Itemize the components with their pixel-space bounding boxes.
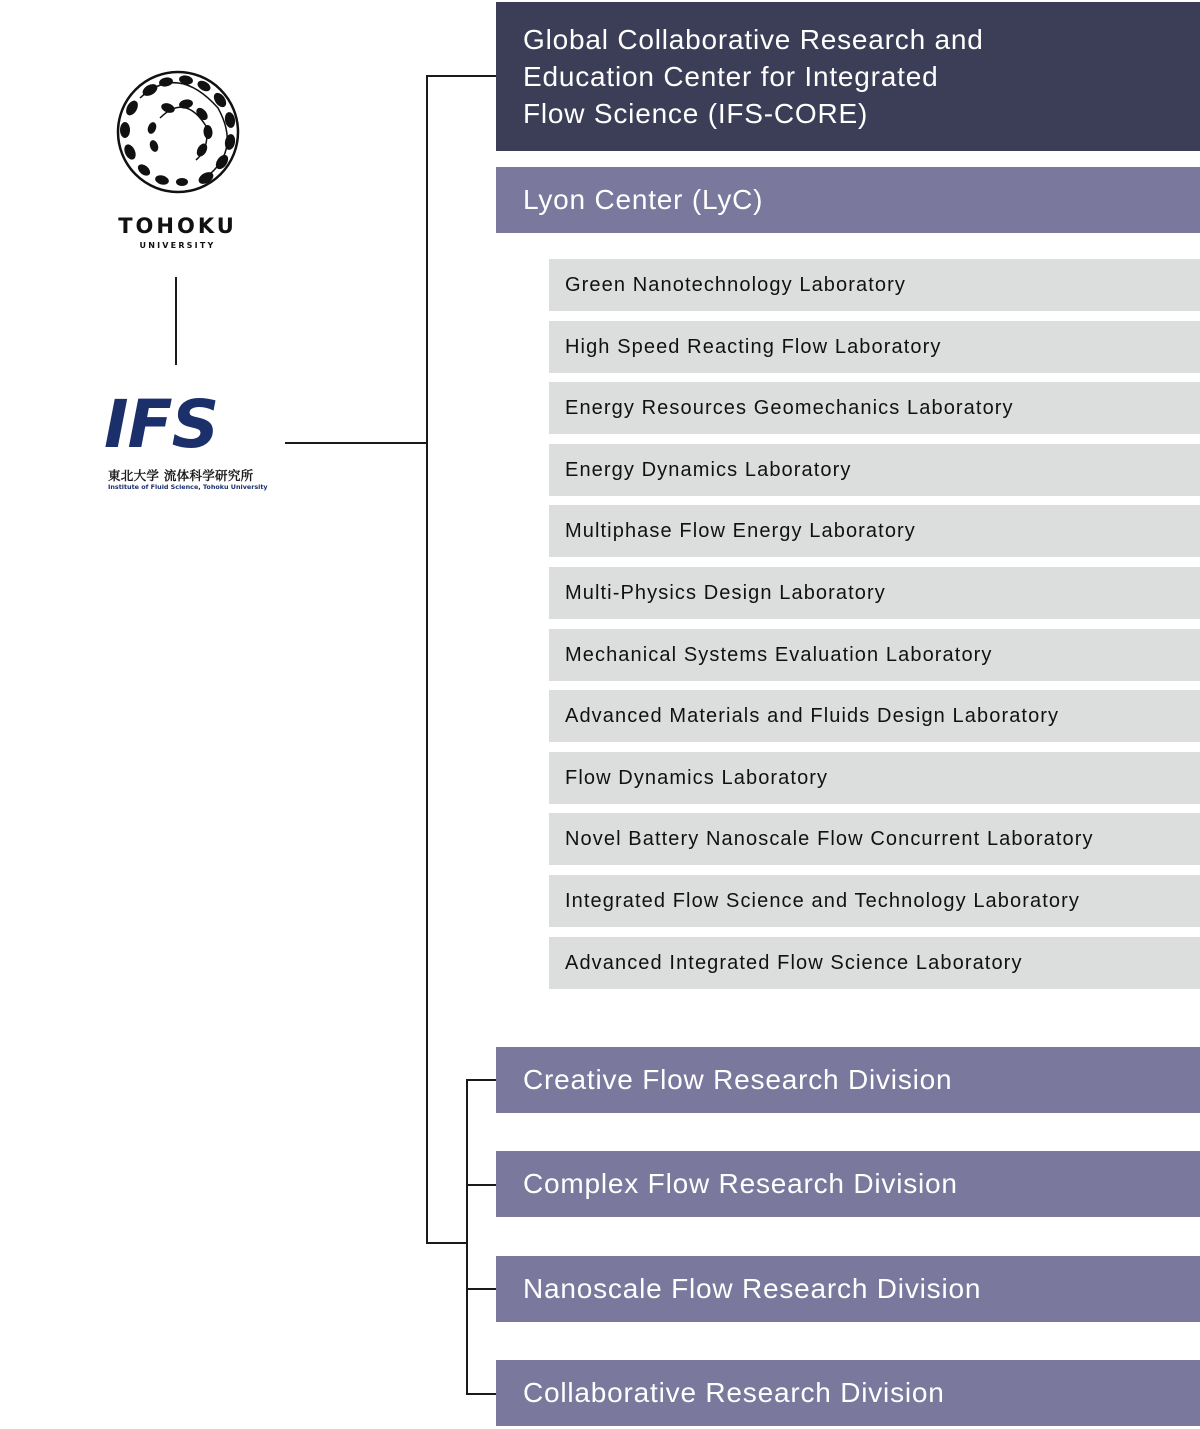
division-creative-flow xyxy=(496,1047,1200,1113)
ifs-logo-mark: IFS xyxy=(104,386,219,463)
division-nanoscale-flow xyxy=(496,1256,1200,1322)
lyon-center-label: Lyon Center (LyC) xyxy=(523,184,764,215)
lab-item: Multiphase Flow Energy Laboratory xyxy=(549,505,1200,557)
division-connector-3 xyxy=(466,1288,496,1290)
division-label: Complex Flow Research Division xyxy=(523,1168,958,1199)
ifs-logo-english-name: Institute of Fluid Science, Tohoku University xyxy=(108,483,268,491)
ifs-branch-line xyxy=(285,442,428,444)
logo-connector-line xyxy=(175,277,177,365)
division-complex-flow xyxy=(496,1151,1200,1217)
lab-item: Integrated Flow Science and Technology Laboratory xyxy=(549,875,1200,927)
divisions-branch-line xyxy=(426,1242,468,1244)
tohoku-emblem-icon xyxy=(110,68,246,196)
division-connector-1 xyxy=(466,1079,496,1081)
tohoku-university-logo xyxy=(100,68,255,258)
ifs-core-line-3: Flow Science (IFS-CORE) xyxy=(523,98,869,129)
lab-item: Multi-Physics Design Laboratory xyxy=(549,567,1200,619)
ifs-logo-japanese-name: 東北大学 流体科学研究所 xyxy=(108,468,254,483)
lab-item: Novel Battery Nanoscale Flow Concurrent Laboratory xyxy=(549,813,1200,865)
laboratory-list xyxy=(549,259,1200,998)
lyon-center-box xyxy=(496,167,1200,233)
lab-item: Mechanical Systems Evaluation Laboratory xyxy=(549,629,1200,681)
ifs-core-box xyxy=(496,2,1200,151)
lab-item: Green Nanotechnology Laboratory xyxy=(549,259,1200,311)
division-collaborative-research xyxy=(496,1360,1200,1426)
lab-item: High Speed Reacting Flow Laboratory xyxy=(549,321,1200,373)
division-connector-2 xyxy=(466,1184,496,1186)
divisions-trunk-line xyxy=(466,1079,468,1395)
tohoku-logo-subtitle: UNIVERSITY xyxy=(139,241,216,250)
lab-item: Energy Dynamics Laboratory xyxy=(549,444,1200,496)
main-trunk-line xyxy=(426,75,428,1244)
ifs-core-line-1: Global Collaborative Research and xyxy=(523,24,984,55)
division-label: Nanoscale Flow Research Division xyxy=(523,1273,982,1304)
lab-item: Flow Dynamics Laboratory xyxy=(549,752,1200,804)
ifs-logo xyxy=(100,386,285,500)
division-label: Collaborative Research Division xyxy=(523,1377,945,1408)
division-label: Creative Flow Research Division xyxy=(523,1064,953,1095)
lab-item: Advanced Materials and Fluids Design Laboratory xyxy=(549,690,1200,742)
ifs-core-line-2: Education Center for Integrated xyxy=(523,61,939,92)
lab-item: Advanced Integrated Flow Science Laboratory xyxy=(549,937,1200,989)
core-branch-line xyxy=(426,75,496,77)
division-connector-4 xyxy=(466,1393,496,1395)
tohoku-logo-name: TOHOKU xyxy=(118,214,237,238)
lab-item: Energy Resources Geomechanics Laboratory xyxy=(549,382,1200,434)
